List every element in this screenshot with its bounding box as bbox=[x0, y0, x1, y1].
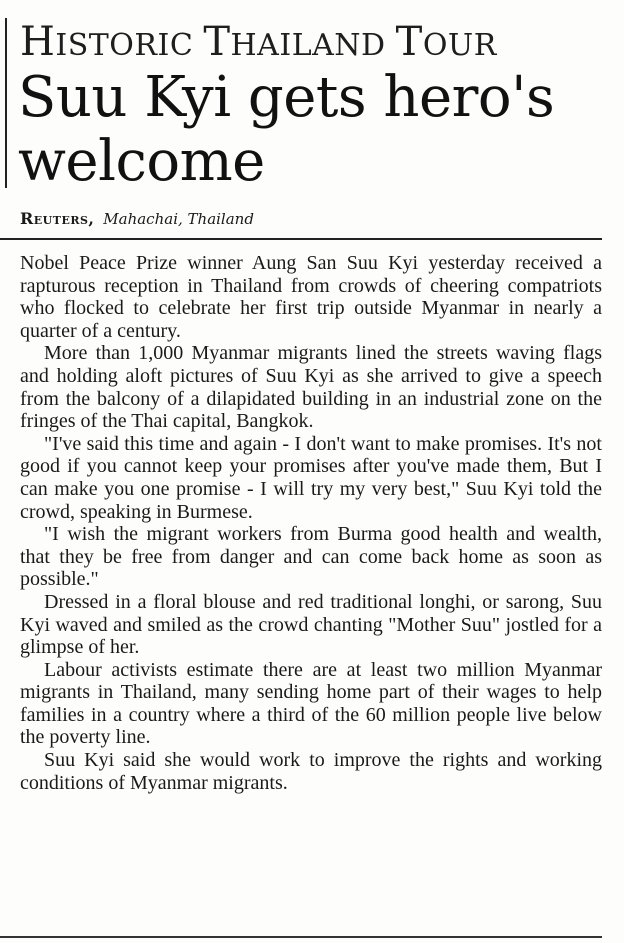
article-paragraph: Labour activists estimate there are at least two million Myanmar migrants in Thailand, many sending home part of their wages to help families in a country where a third of the 60 million people live below the poverty line. bbox=[20, 658, 602, 749]
article-paragraph: "I've said this time and again - I don't want to make promises. It's not good if you cannot keep your promises after you've made them, But I can make you one promise - I will try my very best," Suu Kyi told the crowd, speaking in Burmese. bbox=[20, 432, 602, 523]
byline-agency: Reuters, bbox=[20, 209, 95, 228]
byline-rule bbox=[0, 238, 602, 240]
left-vertical-rule bbox=[5, 18, 7, 188]
byline-location: Mahachai, Thailand bbox=[103, 210, 254, 228]
article-paragraph: More than 1,000 Myanmar migrants lined the streets waving flags and holding aloft pictures of Suu Kyi as she arrived to give a speech from the balcony of a dilapidated building in an industrial zone on the fringes of the Thai capital, Bangkok. bbox=[20, 342, 602, 433]
article-body bbox=[20, 252, 602, 794]
article-paragraph: "I wish the migrant workers from Burma good health and wealth, that they be free from danger and can come back home as soon as possible." bbox=[20, 523, 602, 591]
article-paragraph: Suu Kyi said she would work to improve the rights and working conditions of Myanmar migrants. bbox=[20, 749, 602, 794]
headline: Suu Kyi gets hero's welcome bbox=[18, 65, 555, 194]
bottom-rule bbox=[0, 936, 602, 938]
article-paragraph: Nobel Peace Prize winner Aung San Suu Kyi yesterday received a rapturous reception in Thailand from crowds of cheering compatriots who flocked to celebrate her first trip outside Myanmar in nearly a quarter of a century. bbox=[20, 252, 602, 342]
article-paragraph: Dressed in a floral blouse and red traditional longhi, or sarong, Suu Kyi waved and smiled as the crowd chanting "Mother Suu" jostled for a glimpse of her. bbox=[20, 590, 602, 659]
byline bbox=[20, 209, 254, 229]
kicker-heading: HISTORIC THAILAND TOUR bbox=[20, 19, 497, 65]
